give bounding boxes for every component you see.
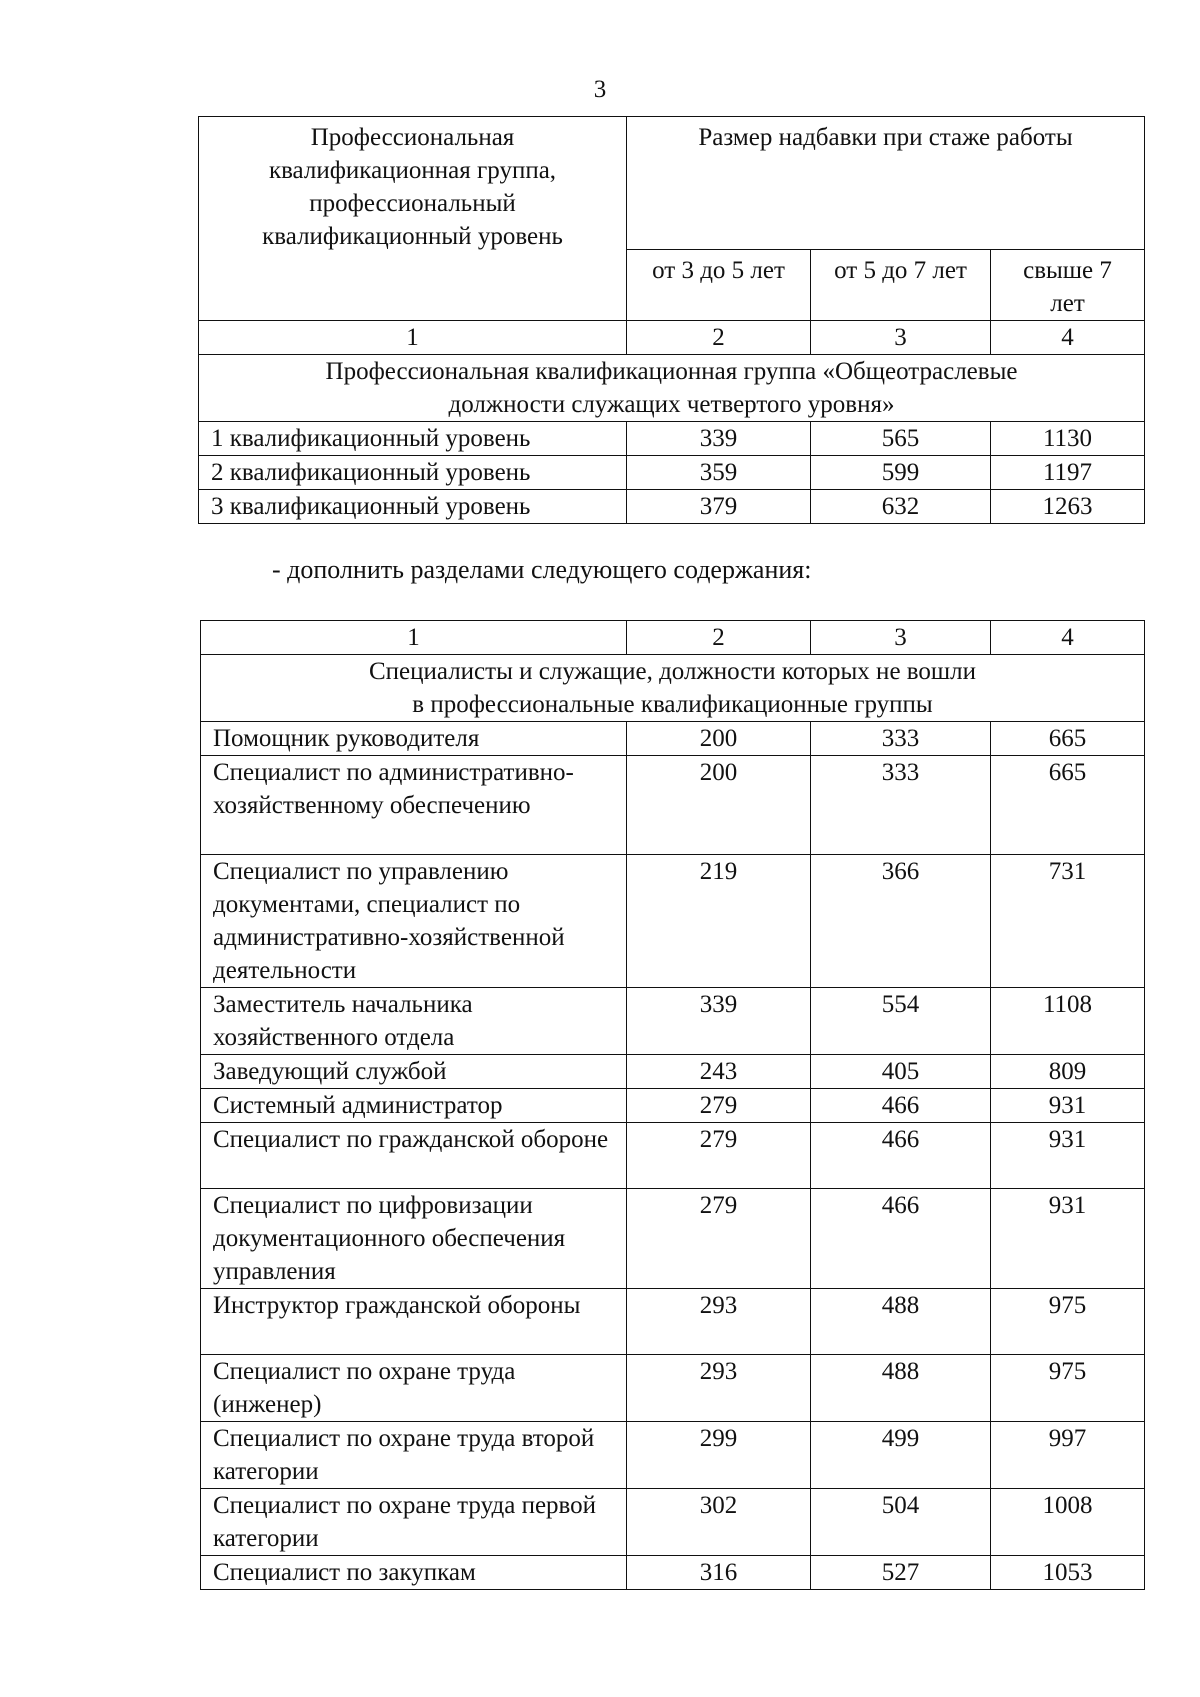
row-value: 488 [811, 1355, 991, 1422]
row-name: Специалист по гражданской обороне [201, 1123, 627, 1189]
allowance-table-bottom [200, 620, 1145, 1590]
row-value: 809 [991, 1055, 1145, 1089]
row-name: Специалист по административно-хозяйственному обеспечению [201, 756, 627, 855]
row-value: 293 [627, 1289, 811, 1355]
row-name: Специалист по охране труда второй категории [201, 1422, 627, 1489]
row-value: 975 [991, 1289, 1145, 1355]
allowance-table-top [198, 116, 1145, 524]
row-value: 243 [627, 1055, 811, 1089]
row-value: 339 [627, 988, 811, 1055]
row-value: 366 [811, 855, 991, 988]
row-value: 359 [627, 456, 811, 490]
row-value: 316 [627, 1556, 811, 1590]
row-name: Специалист по цифровизации документационного обеспечения управления [201, 1189, 627, 1289]
table-row [201, 988, 1145, 1055]
row-value: 1130 [991, 422, 1145, 456]
column-number: 4 [991, 621, 1145, 655]
row-value: 279 [627, 1189, 811, 1289]
table-row [201, 756, 1145, 855]
row-value: 931 [991, 1123, 1145, 1189]
row-name: Помощник руководителя [201, 722, 627, 756]
row-value: 731 [991, 855, 1145, 988]
row-value: 975 [991, 1355, 1145, 1422]
row-name: 3 квалификационный уровень [199, 490, 627, 524]
column-number: 1 [199, 321, 627, 355]
row-value: 339 [627, 422, 811, 456]
column-number: 4 [991, 321, 1145, 355]
table-row [199, 456, 1145, 490]
header-sub-3-5: от 3 до 5 лет [627, 250, 811, 321]
table-row [201, 1422, 1145, 1489]
row-value: 466 [811, 1189, 991, 1289]
row-value: 200 [627, 756, 811, 855]
column-number: 2 [627, 621, 811, 655]
table-row [201, 1556, 1145, 1590]
row-name: Специалист по охране труда первой категории [201, 1489, 627, 1556]
row-value: 504 [811, 1489, 991, 1556]
row-name: Заведующий службой [201, 1055, 627, 1089]
row-value: 219 [627, 855, 811, 988]
row-value: 527 [811, 1556, 991, 1590]
section-title [199, 355, 1145, 422]
row-value: 293 [627, 1355, 811, 1422]
row-name: 2 квалификационный уровень [199, 456, 627, 490]
row-value: 632 [811, 490, 991, 524]
row-value: 599 [811, 456, 991, 490]
row-value: 466 [811, 1089, 991, 1123]
column-number: 3 [811, 621, 991, 655]
section-title-line: Профессиональная квалификационная группа «Общеотраслевые [325, 358, 1018, 385]
row-value: 333 [811, 756, 991, 855]
row-value: 1108 [991, 988, 1145, 1055]
row-value: 1053 [991, 1556, 1145, 1590]
section-title-line: Специалисты и служащие, должности которых не вошли [368, 658, 977, 685]
row-name: Специалист по управлению документами, специалист по административно-хозяйственной деятельности [201, 855, 627, 988]
row-value: 931 [991, 1089, 1145, 1123]
row-value: 466 [811, 1123, 991, 1189]
table-row [201, 1089, 1145, 1123]
row-value: 997 [991, 1422, 1145, 1489]
header-group-line: профессиональный [309, 190, 516, 217]
row-name: 1 квалификационный уровень [199, 422, 627, 456]
row-value: 565 [811, 422, 991, 456]
row-value: 200 [627, 722, 811, 756]
row-name: Специалист по закупкам [201, 1556, 627, 1590]
table-row [201, 855, 1145, 988]
header-group-line: квалификационный уровень [262, 223, 563, 250]
row-value: 379 [627, 490, 811, 524]
section-title [201, 655, 1145, 722]
row-value: 499 [811, 1422, 991, 1489]
column-number: 3 [811, 321, 991, 355]
header-group-cell [199, 117, 627, 321]
row-value: 279 [627, 1123, 811, 1189]
section-title-line: должности служащих четвертого уровня» [448, 391, 895, 418]
row-value: 302 [627, 1489, 811, 1556]
header-sub-over-7: свыше 7 лет [991, 250, 1145, 321]
header-group-line: квалификационная группа, [268, 157, 557, 184]
row-value: 665 [991, 756, 1145, 855]
table-row [201, 1123, 1145, 1189]
row-name: Специалист по охране труда (инженер) [201, 1355, 627, 1422]
column-number: 1 [201, 621, 627, 655]
table-row [201, 1289, 1145, 1355]
row-value: 1008 [991, 1489, 1145, 1556]
row-value: 405 [811, 1055, 991, 1089]
table-row [201, 1189, 1145, 1289]
header-sub-5-7: от 5 до 7 лет [811, 250, 991, 321]
row-value: 1263 [991, 490, 1145, 524]
row-value: 279 [627, 1089, 811, 1123]
page-number: 3 [593, 76, 607, 103]
row-name: Заместитель начальника хозяйственного отдела [201, 988, 627, 1055]
table-row [201, 1055, 1145, 1089]
table-row [201, 722, 1145, 756]
section-title-line: в профессиональные квалификационные группы [412, 691, 933, 718]
header-size-cell: Размер надбавки при стаже работы [627, 117, 1145, 250]
table-row [201, 1355, 1145, 1422]
column-number: 2 [627, 321, 811, 355]
row-value: 665 [991, 722, 1145, 756]
table-row [199, 422, 1145, 456]
row-value: 488 [811, 1289, 991, 1355]
row-value: 931 [991, 1189, 1145, 1289]
row-value: 333 [811, 722, 991, 756]
amendment-note: - дополнить разделами следующего содержания: [272, 555, 812, 584]
row-value: 554 [811, 988, 991, 1055]
header-group-line: Профессиональная [310, 124, 515, 151]
table-row [199, 490, 1145, 524]
row-name: Инструктор гражданской обороны [201, 1289, 627, 1355]
table-row [201, 1489, 1145, 1556]
row-value: 299 [627, 1422, 811, 1489]
row-value: 1197 [991, 456, 1145, 490]
row-name: Системный администратор [201, 1089, 627, 1123]
